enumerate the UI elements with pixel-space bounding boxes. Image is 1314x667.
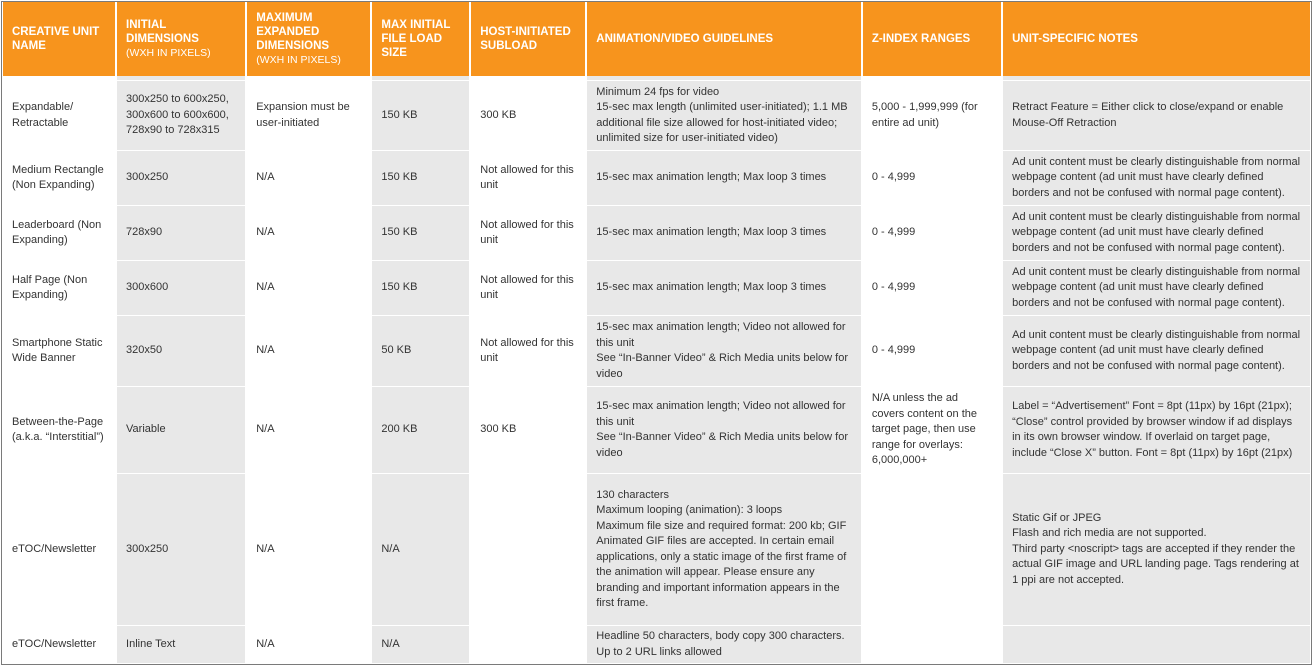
animation-guidelines-cell <box>587 151 861 206</box>
animation-guidelines-cell <box>587 474 861 626</box>
z-index-cell <box>863 626 1001 664</box>
cell-text: N/A <box>256 226 275 239</box>
cell-text: Variable <box>126 423 166 436</box>
column-header-title: ANIMATION/VIDEO GUIDELINES <box>596 33 774 45</box>
expanded-dimensions-cell <box>247 626 370 664</box>
table-row <box>3 316 1310 387</box>
cell-text: 0 - 4,999 <box>871 281 916 294</box>
guideline-line: 15-sec max length (unlimited user-initiated); 1.1 MB additional file size allowed for host-initiated video; unlimited size for user-initiated video) <box>596 101 848 144</box>
guideline-line: 130 characters <box>596 488 670 501</box>
initial-dimensions-cell <box>117 81 245 151</box>
cell-text: 150 KB <box>381 108 418 121</box>
guideline-line: Minimum 24 fps for video <box>596 85 720 98</box>
unit-name-cell <box>3 261 115 316</box>
column-header <box>587 2 861 76</box>
subload-cell <box>471 387 585 474</box>
cell-text: Leaderboard (Non Expanding) <box>12 218 102 246</box>
note-line: Flash and rich media are not supported. <box>1012 527 1207 540</box>
cell-text: N/A <box>256 423 275 436</box>
column-header <box>117 2 245 76</box>
expanded-dimensions-cell <box>247 261 370 316</box>
notes-cell <box>1003 151 1310 206</box>
table-row <box>3 81 1310 151</box>
column-header-title: UNIT-SPECIFIC NOTES <box>1012 33 1138 45</box>
cell-text: Expandable/ Retractable <box>12 101 74 129</box>
cell-text: N/A unless the ad covers content on the target page, then use range for overlays: 6,000,000+ <box>871 392 978 467</box>
cell-text: 150 KB <box>381 171 418 184</box>
subload-cell <box>471 151 585 206</box>
table-row <box>3 387 1310 474</box>
animation-guidelines-cell <box>587 261 861 316</box>
expanded-dimensions-cell <box>247 151 370 206</box>
notes-cell <box>1003 474 1310 626</box>
column-header-title: MAX INITIAL FILE LOAD SIZE <box>381 19 451 59</box>
cell-text: N/A <box>256 171 275 184</box>
column-header-title: Z-INDEX RANGES <box>871 33 971 45</box>
guideline-line: 15-sec max animation length; Max loop 3 times <box>596 281 827 294</box>
cell-text: Ad unit content must be clearly distinguishable from normal webpage content (ad unit must have clearly defined borders and not be confused with normal page content). <box>1012 210 1301 254</box>
notes-cell <box>1003 387 1310 474</box>
table-row <box>3 474 1310 626</box>
ad-specs-table <box>1 2 1312 664</box>
cell-text: 300x250 <box>126 542 169 555</box>
initial-dimensions-cell <box>117 626 245 664</box>
cell-text: Inline Text <box>126 637 176 650</box>
cell-text: N/A <box>256 344 275 357</box>
guideline-line: 15-sec max animation length; Video not allowed for this unit <box>596 321 846 349</box>
cell-text: eTOC/Newsletter <box>12 637 97 650</box>
cell-text: 0 - 4,999 <box>871 171 916 184</box>
table-row <box>3 206 1310 261</box>
file-size-cell <box>372 626 469 664</box>
cell-text: Medium Rectangle (Non Expanding) <box>12 163 104 191</box>
initial-dimensions-cell <box>117 474 245 626</box>
z-index-cell <box>863 474 1001 626</box>
unit-name-cell <box>3 626 115 664</box>
unit-name-cell <box>3 151 115 206</box>
column-header-subtitle: (WXH IN PIXELS) <box>126 47 211 59</box>
cell-text: 0 - 4,999 <box>871 226 916 239</box>
cell-text: 150 KB <box>381 281 418 294</box>
cell-text: 300 KB <box>480 423 517 436</box>
subload-cell <box>471 81 585 151</box>
cell-text: Not allowed for this unit <box>480 336 574 364</box>
cell-text: eTOC/Newsletter <box>12 542 97 555</box>
subload-cell <box>471 316 585 387</box>
column-header <box>3 2 115 76</box>
cell-text: 0 - 4,999 <box>871 344 916 357</box>
expanded-dimensions-cell <box>247 387 370 474</box>
cell-text: Label = “Advertisement” Font = 8pt (11px) by 16pt (21px); “Close” control provided by browser window if ad displays in its own browser window. If overlaid on target page, include “Close X” button. Font = 8pt (11px) by 16pt (21px) <box>1012 400 1293 459</box>
cell-text: Between-the-Page (a.k.a. “Interstitial”) <box>12 415 104 443</box>
z-index-cell <box>863 316 1001 387</box>
column-header-title: CREATIVE UNIT NAME <box>12 26 100 52</box>
cell-text: N/A <box>381 542 400 555</box>
guideline-line: Maximum looping (animation): 3 loops <box>596 504 783 516</box>
file-size-cell <box>372 387 469 474</box>
cell-text: Ad unit content must be clearly distinguishable from normal webpage content (ad unit must have clearly defined borders and not be confused with normal page content). <box>1012 155 1301 199</box>
unit-name-cell <box>3 474 115 626</box>
expanded-dimensions-cell <box>247 206 370 261</box>
cell-text: 5,000 - 1,999,999 (for entire ad unit) <box>871 101 978 129</box>
cell-text: 50 KB <box>381 344 412 357</box>
notes-cell <box>1003 206 1310 261</box>
expanded-dimensions-cell <box>247 474 370 626</box>
guideline-line: See “In-Banner Video” & Rich Media units below for video <box>596 352 849 380</box>
file-size-cell <box>372 474 469 626</box>
cell-text: 728x90 <box>126 226 163 239</box>
column-header-title: INITIAL DIMENSIONS <box>126 19 199 45</box>
subload-cell <box>471 206 585 261</box>
guideline-line: 15-sec max animation length; Video not allowed for this unit <box>596 400 846 428</box>
initial-dimensions-cell <box>117 316 245 387</box>
table-row <box>3 626 1310 664</box>
subload-cell <box>471 626 585 664</box>
unit-name-cell <box>3 387 115 474</box>
animation-guidelines-cell <box>587 316 861 387</box>
cell-text: N/A <box>256 542 275 555</box>
animation-guidelines-cell <box>587 387 861 474</box>
initial-dimensions-cell <box>117 206 245 261</box>
expanded-dimensions-cell <box>247 316 370 387</box>
cell-text: 300x250 <box>126 171 169 184</box>
file-size-cell <box>372 261 469 316</box>
unit-name-cell <box>3 316 115 387</box>
guideline-line: See “In-Banner Video” & Rich Media units below for video <box>596 431 849 459</box>
unit-name-cell <box>3 206 115 261</box>
initial-dimensions-cell <box>117 261 245 316</box>
column-header-title: MAXIMUM EXPANDED DIMENSIONS <box>256 12 330 52</box>
cell-text: Expansion must be user-initiated <box>256 101 350 129</box>
initial-dimensions-cell <box>117 387 245 474</box>
guideline-line: Headline 50 characters, body copy 300 characters. Up to 2 URL links allowed <box>596 630 845 658</box>
z-index-cell <box>863 151 1001 206</box>
guideline-line: Maximum file size and required format: 200 kb; GIF <box>596 519 847 532</box>
animation-guidelines-cell <box>587 206 861 261</box>
cell-text: Ad unit content must be clearly distinguishable from normal webpage content (ad unit must have clearly defined borders and not be confused with normal page content). <box>1012 265 1301 309</box>
cell-text: 300x250 to 600x250, 300x600 to 600x600, 728x90 to 728x315 <box>126 93 229 137</box>
cell-text: N/A <box>381 637 400 650</box>
notes-cell <box>1003 261 1310 316</box>
file-size-cell <box>372 316 469 387</box>
cell-text: N/A <box>256 637 275 650</box>
initial-dimensions-cell <box>117 151 245 206</box>
cell-text: 150 KB <box>381 226 418 239</box>
cell-text: N/A <box>256 281 275 294</box>
guideline-line: Animated GIF files are accepted. In certain email applications, only a static image of the first frame of the animation will appear. Please ensure any branding and important information appears in the first frame. <box>596 535 847 609</box>
cell-text: 300 KB <box>480 108 517 121</box>
subload-cell <box>471 261 585 316</box>
column-header-title: HOST-INITIATED SUBLOAD <box>480 26 571 52</box>
cell-text: Ad unit content must be clearly distinguishable from normal webpage content (ad unit must have clearly defined borders and not be confused with normal page content). <box>1012 328 1301 372</box>
column-header <box>471 2 585 76</box>
guideline-line: 15-sec max animation length; Max loop 3 times <box>596 226 827 239</box>
z-index-cell <box>863 261 1001 316</box>
z-index-cell <box>863 206 1001 261</box>
subload-cell <box>471 474 585 626</box>
note-line: Third party <noscript> tags are accepted if they render the actual GIF image and URL landing page. Tags rendering at 1 ppi are not accepted. <box>1012 542 1299 586</box>
column-header <box>863 2 1001 76</box>
guideline-line: 15-sec max animation length; Max loop 3 times <box>596 171 827 184</box>
table-row <box>3 151 1310 206</box>
cell-text: Not allowed for this unit <box>480 163 574 191</box>
header-row <box>3 2 1310 76</box>
animation-guidelines-cell <box>587 81 861 151</box>
cell-text: 200 KB <box>381 423 418 436</box>
notes-cell <box>1003 316 1310 387</box>
unit-name-cell <box>3 81 115 151</box>
column-header <box>1003 2 1310 76</box>
cell-text: 320x50 <box>126 344 163 357</box>
cell-text: Not allowed for this unit <box>480 218 574 246</box>
column-header <box>372 2 469 76</box>
note-line: Static Gif or JPEG <box>1012 511 1102 524</box>
cell-text: Not allowed for this unit <box>480 273 574 301</box>
file-size-cell <box>372 151 469 206</box>
file-size-cell <box>372 81 469 151</box>
column-header-subtitle: (WXH IN PIXELS) <box>256 54 341 66</box>
notes-cell <box>1003 626 1310 664</box>
animation-guidelines-cell <box>587 626 861 664</box>
z-index-cell <box>863 81 1001 151</box>
cell-text: 300x600 <box>126 281 169 294</box>
cell-text: Retract Feature = Either click to close/expand or enable Mouse-Off Retraction <box>1012 101 1284 129</box>
cell-text: Smartphone Static Wide Banner <box>12 336 103 364</box>
file-size-cell <box>372 206 469 261</box>
column-header <box>247 2 370 76</box>
expanded-dimensions-cell <box>247 81 370 151</box>
table-row <box>3 261 1310 316</box>
z-index-cell <box>863 387 1001 474</box>
cell-text: Half Page (Non Expanding) <box>12 273 88 301</box>
notes-cell <box>1003 81 1310 151</box>
ad-specs-table-container <box>1 1 1312 665</box>
